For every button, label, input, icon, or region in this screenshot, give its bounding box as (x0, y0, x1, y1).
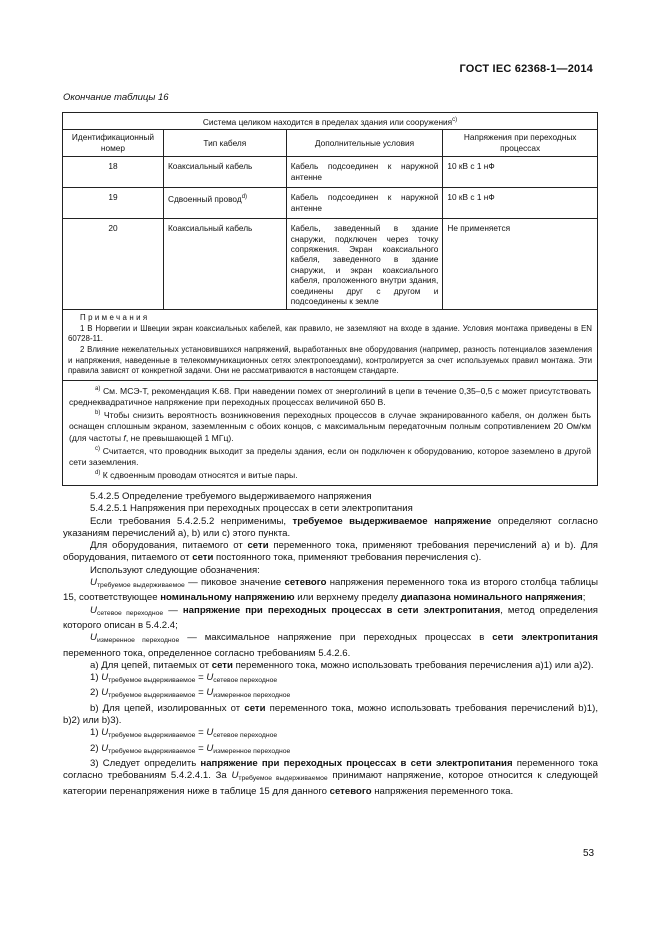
formula-b2: 2) $U_{требуемое выдерживаемое} = U_{измеренное переходное}$ (90, 742, 291, 755)
body-text (63, 491, 598, 798)
column-header-conditions: Дополнительные условия (286, 130, 443, 157)
row-id: 18 (63, 157, 164, 188)
page-number: 53 (583, 848, 595, 859)
row-conditions: Кабель подсоединен к наружной антенне (286, 157, 443, 188)
table-footnotes (63, 380, 598, 485)
definition-u-mains: $U_{сетевое переходное}$ — напряжение при переходных процессах в сети электропитания, метод определения которого описан в 5.4.2.4; (63, 604, 598, 631)
column-header-cable: Тип кабеля (163, 130, 286, 157)
heading-5-4-2-5: 5.4.2.5 Определение требуемого выдерживаемого напряжения (90, 491, 372, 502)
table-16 (62, 112, 598, 486)
paragraph: Для оборудования, питаемого от сети переменного тока, применяют требования перечислений a) и b). Для оборудования, питаемого от сети постоянного тока, применяют требования перечисления c). (63, 540, 598, 564)
heading-5-4-2-5-1: 5.4.2.5.1 Напряжения при переходных процессах в сети электропитания (90, 503, 413, 515)
note-item: 1 В Норвегии и Швеции экран коаксиальных кабелей, как правило, не заземляют на входе в здание. Условия монтажа приведены в EN 60728-11. (68, 323, 592, 344)
column-header-id: Идентификационный номер (63, 130, 164, 157)
table-caption: Окончание таблицы 16 (63, 92, 169, 103)
table-notes-row (63, 310, 598, 381)
item-b: b) Для цепей, изолированных от сети переменного тока, можно использовать требования перечислений b)1), b)2) или b)3). (63, 702, 598, 727)
row-voltage: 10 кВ с 1 нФ (443, 188, 598, 219)
row-voltage: 10 кВ с 1 нФ (443, 157, 598, 188)
row-cable: Сдвоенный провод$^{d)}$ (163, 188, 286, 219)
table-span-header-row (63, 113, 598, 130)
row-cable: Коаксиальный кабель (163, 157, 286, 188)
table-footnotes-row (63, 380, 598, 485)
item-a: a) Для цепей, питаемых от сети переменного тока, можно использовать требования перечисления a)1) или a)2). (90, 659, 594, 671)
paragraph: Если требования 5.4.2.5.2 неприменимы, требуемое выдерживаемое напряжение определяют согласно указаниям перечислений a), b) или c) этого пункта. (63, 515, 598, 539)
note-item: 2 Влияние нежелательных установившихся напряжений, выработанных вне оборудования (например, разность потенциалов заземления и напряжения, наведенные в телекоммуникационных сетях электропоездами), контролируется за счет используемых правил монтажа. Эти правила зависят от конкретной задачи. Они не рассматриваются в настоящем стандарте. (68, 344, 592, 376)
table-notes (63, 310, 598, 381)
table-row (63, 219, 598, 310)
row-voltage: Не применяется (443, 219, 598, 310)
definition-u-required: $U_{требуемое выдерживаемое}$ — пиковое значение сетевого напряжения переменного тока из второго столбца таблицы 15, соответствующее номинальному напряжению или верхнему пределу диапазона номинального напряжения; (63, 577, 598, 604)
item-b3: 3) Следует определить напряжение при переходных процессах в сети электропитания переменного тока согласно требованиям 5.4.2.4.1. За $U_{требуемое выдерживаемое}$ принимают напряжение, которое относится к следующей категории перенапряжения ниже в таблице 15 для данного сетевого напряжения переменного тока. (63, 757, 598, 797)
definition-u-measured: $U_{измеренное переходное}$ — максимальное напряжение при переходных процессах в сети электропитания переменного тока, определенное согласно требованиям 5.4.2.6. (63, 632, 599, 659)
row-id: 20 (63, 219, 164, 310)
notes-title: Примечания (80, 313, 150, 323)
formula-a2: 2) $U_{требуемое выдерживаемое} = U_{измеренное переходное}$ (90, 687, 291, 700)
row-conditions: Кабель подсоединен к наружной антенне (286, 188, 443, 219)
footnote-c: $^{c)}$ Считается, что проводник выходит за пределы здания, если он подключен к оборудованию, которое заземлено в другой сети заземления. (69, 445, 591, 468)
row-id: 19 (63, 188, 164, 219)
table-header-row (63, 130, 598, 157)
column-header-voltage: Напряжения при переходных процессах (443, 130, 598, 157)
row-conditions: Кабель, заведенный в здание снаружи, подключен через точку сопряжения. Экран коаксиального кабеля, заведенного в здание снаружи, и экран коаксиального кабеля, проложенного внутри здания, соединены друг с другом и подсоединены к земле (286, 219, 443, 310)
paragraph: Используют следующие обозначения: (90, 564, 260, 576)
formula-a1: 1) $U_{требуемое выдерживаемое} = U_{сетевое переходное}$ (90, 672, 278, 685)
table-row (63, 188, 598, 219)
footnote-b: $^{b)}$ Чтобы снизить вероятность возникновения переходных процессов в случае экранированного кабеля, он должен быть оснащен сплошным экраном, заземленным с обоих концов, с максимальным передаточным полным сопротивлением 20 Ом/км (для частоты f, не превышающей 1 МГц). (69, 410, 592, 443)
footnote-a: $^{a)}$ См. МСЭ-Т, рекомендация К.68. При наведении помех от энерголиний в цепи в течение 0,35–0,5 с может присутствовать среднеквадратичное напряжение при переходных процессах величиной 650 В. (69, 385, 592, 407)
formula-b1: 1) $U_{требуемое выдерживаемое} = U_{сетевое переходное}$ (90, 727, 278, 740)
table-row (63, 157, 598, 188)
row-cable: Коаксиальный кабель (163, 219, 286, 310)
table-span-header: Система целиком находится в пределах здания или сооружения$^{c)}$ (63, 113, 598, 130)
footnote-d: $^{d)}$ К сдвоенным проводам относятся и витые пары. (95, 470, 298, 481)
document-header: ГОСТ IEC 62368-1—2014 (459, 63, 593, 75)
